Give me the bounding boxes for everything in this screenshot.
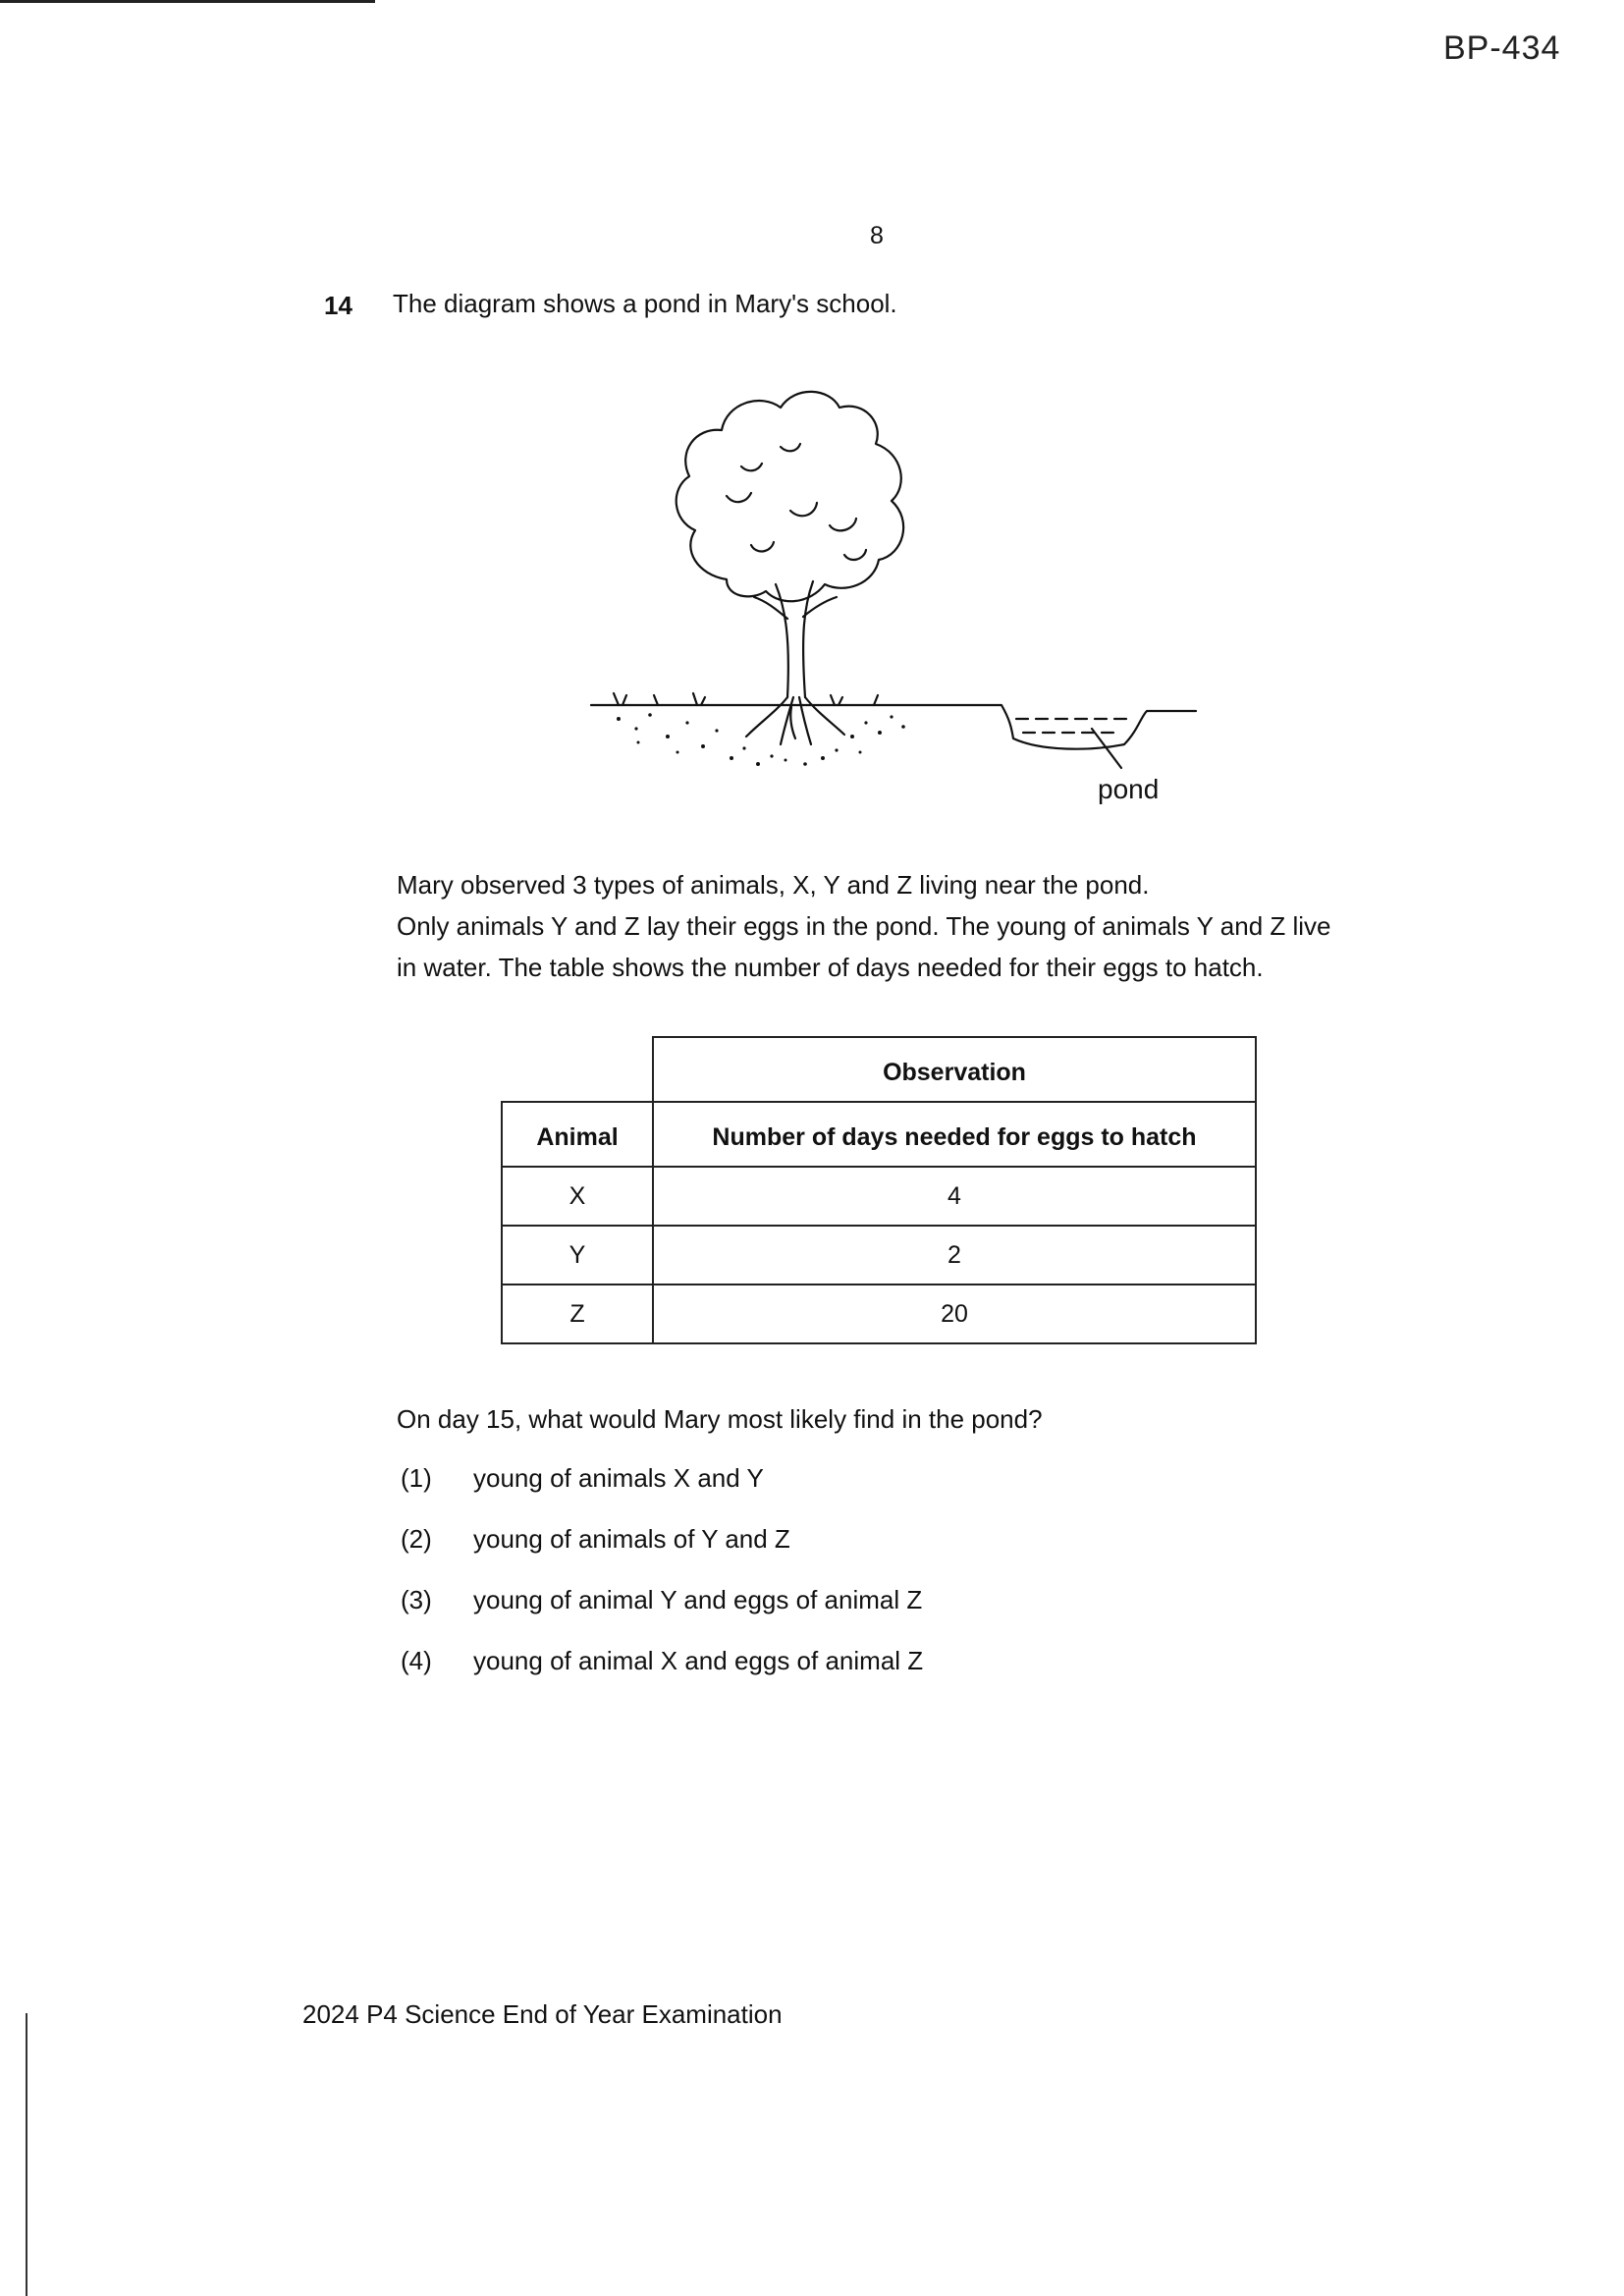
paragraph-line: in water. The table shows the number of days needed for their eggs to hatch. xyxy=(397,953,1264,982)
pond-diagram xyxy=(579,373,1208,825)
pond-label: pond xyxy=(1098,774,1160,804)
table-row xyxy=(502,1285,1256,1343)
table-row xyxy=(502,1226,1256,1285)
question-intro: The diagram shows a pond in Mary's school. xyxy=(393,289,897,318)
question-prompt: On day 15, what would Mary most likely find in the pond? xyxy=(397,1404,1043,1434)
paragraph-line: Only animals Y and Z lay their eggs in the pond. The young of animals Y and Z live xyxy=(397,911,1331,941)
answer-option[interactable] xyxy=(401,1463,764,1494)
scan-edge-left xyxy=(26,2013,27,2296)
option-number: (3) xyxy=(401,1585,432,1614)
table-row xyxy=(502,1167,1256,1226)
table-cell-animal: Y xyxy=(502,1226,653,1285)
table-cell-days: 2 xyxy=(653,1226,1256,1285)
paragraph-line: Mary observed 3 types of animals, X, Y and Z living near the pond. xyxy=(397,870,1150,900)
ground-line xyxy=(591,705,1196,749)
table-cell-days: 4 xyxy=(653,1167,1256,1226)
table-header-days: Number of days needed for eggs to hatch xyxy=(653,1102,1256,1167)
answer-option[interactable] xyxy=(401,1585,922,1615)
page-number: 8 xyxy=(870,222,884,249)
option-number: (1) xyxy=(401,1463,432,1493)
table-header-animal: Animal xyxy=(502,1102,653,1167)
answer-option[interactable] xyxy=(401,1646,923,1676)
table-group-header: Observation xyxy=(653,1037,1256,1102)
tree-crown xyxy=(677,392,903,601)
footer-text: 2024 P4 Science End of Year Examination xyxy=(302,1999,783,2029)
question-number: 14 xyxy=(324,291,352,320)
scan-edge-top xyxy=(0,0,375,3)
option-text: young of animals X and Y xyxy=(473,1463,764,1493)
table-blank-cell xyxy=(502,1037,653,1102)
option-number: (4) xyxy=(401,1646,432,1675)
table-cell-animal: Z xyxy=(502,1285,653,1343)
observation-table xyxy=(501,1036,1257,1344)
option-text: young of animal X and eggs of animal Z xyxy=(473,1646,924,1675)
answer-option[interactable] xyxy=(401,1524,790,1555)
option-text: young of animal Y and eggs of animal Z xyxy=(473,1585,923,1614)
table-cell-days: 20 xyxy=(653,1285,1256,1343)
table-cell-animal: X xyxy=(502,1167,653,1226)
option-number: (2) xyxy=(401,1524,432,1554)
option-text: young of animals of Y and Z xyxy=(473,1524,790,1554)
document-code: BP-434 xyxy=(1443,29,1561,67)
